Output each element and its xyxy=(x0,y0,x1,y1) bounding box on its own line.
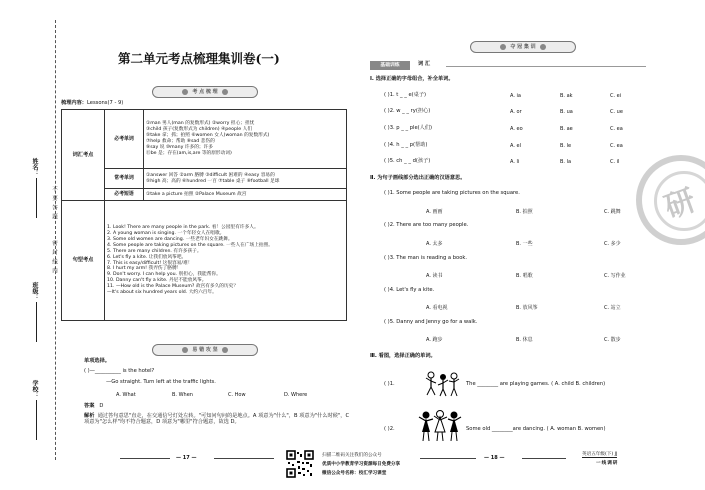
part3-q1-paren: ( )1. xyxy=(384,381,395,387)
part2-q1: ( )1. Some people are taking pictures on the square. xyxy=(384,190,520,196)
name-underline xyxy=(36,178,37,218)
option-a: A. el xyxy=(510,143,521,149)
common-words-cell xyxy=(144,169,347,189)
sentence-line: —It's about six hundred years old. 大约六百年。 xyxy=(107,289,217,295)
section-banner-review xyxy=(152,86,258,98)
name-label: 姓名： xyxy=(31,158,38,176)
banner-dot-icon xyxy=(540,44,546,50)
option-a: A. 画画 xyxy=(426,209,443,215)
footer-line-2: 优质中小学教育学习资源每日免费分享 xyxy=(322,462,401,467)
school-label: 学校： xyxy=(31,380,38,398)
section-banner-training xyxy=(470,41,576,53)
range-value: Lessons(7 - 9) xyxy=(86,100,124,106)
page-number-rule xyxy=(120,458,170,459)
page-title: 第二单元考点梳理集训卷(一) xyxy=(118,51,280,66)
part1-heading: Ⅰ. 选择正确的字母组合，补全单词。 xyxy=(370,76,454,82)
option-c: C. ue xyxy=(610,109,623,115)
option-b: B. When xyxy=(172,392,193,398)
corner-brand-label: 一线调研 xyxy=(596,461,619,466)
part1-q3: ( )3. p _ _ ple(人们) xyxy=(384,125,433,131)
option-c: C. ea xyxy=(610,143,623,149)
women-dancing-illustration xyxy=(418,408,462,444)
part2-q4: ( )4. Let's fly a kite. xyxy=(384,287,435,293)
sub-banner-rule xyxy=(446,66,646,67)
option-a: A. 读书 xyxy=(426,273,443,279)
option-c: C. 站立 xyxy=(604,305,621,311)
common-words-label: 常考单词 xyxy=(105,169,144,189)
part2-q5: ( )5. Danny and Jenny go for a walk. xyxy=(384,319,478,325)
banner-dot-icon xyxy=(222,89,228,95)
phrases-label: 必考短语 xyxy=(105,189,144,201)
footer-line-1: 扫描二维码关注我们的公众号 xyxy=(322,453,382,458)
vocab-line: ③child 孩子(复数形式为 children) ④people 人们 xyxy=(146,127,253,133)
part2-q2: ( )2. There are too many people. xyxy=(384,222,469,228)
sub-banner-vocab: 词 汇 xyxy=(418,61,431,67)
sentence-line: 10. Danny can't fly a kite. 丹尼不能放风筝。 xyxy=(107,278,207,284)
banner-dot-icon xyxy=(182,89,188,95)
review-range xyxy=(61,101,123,107)
option-b: B. ak xyxy=(560,93,573,99)
part1-q5: ( )5. ch _ _ d(孩子) xyxy=(384,158,431,164)
question-stem xyxy=(84,369,154,375)
analysis-label: 解析 xyxy=(84,413,95,419)
banner-text: 易 错 攻 坚 xyxy=(192,347,218,353)
banner-dot-icon xyxy=(182,347,188,353)
class-underline xyxy=(36,302,37,342)
option-b: B. 一些 xyxy=(516,241,533,247)
option-c: C. 多少 xyxy=(604,241,621,247)
part3-heading: Ⅲ. 看图，选择正确的单词。 xyxy=(370,353,436,359)
watermark-glyph: 研 xyxy=(660,182,701,226)
banner-text: 夺 冠 集 训 xyxy=(510,44,536,50)
sentence-line: 1. Look! There are many people in the park. 看！公园里有许多人。 xyxy=(107,225,259,231)
question-text: is the hotel? xyxy=(120,368,155,374)
part3-q2-paren: ( )2. xyxy=(384,426,395,432)
option-a: A. 看电视 xyxy=(426,305,448,311)
vocab-line: ⑤take 拿；抓；拍照 ⑥women 女人(woman 的复数形式) xyxy=(146,133,270,139)
must-words-cell xyxy=(144,110,347,169)
range-label: 梳理内容： xyxy=(61,100,87,106)
analysis-block xyxy=(84,414,350,426)
option-c: C. il xyxy=(610,159,620,165)
footer-line-3: 微信公众号名称：校汇学习课堂 xyxy=(322,471,387,476)
vocab-line: ①answer 回答 ②arm 胳膊 ③difficult 困难的 ④easy 容易的 xyxy=(146,172,275,178)
part2-q3: ( )3. The man is reading a book. xyxy=(384,255,468,261)
option-c: C. 跳舞 xyxy=(604,209,621,215)
option-c: C. ea xyxy=(610,126,623,132)
banner-dot-icon xyxy=(222,347,228,353)
part1-q4: ( )4. h _ _ p(帮助) xyxy=(384,142,428,148)
vocab-line: ①man 男人(man 的复数形式) ②worry 担心；担忧 xyxy=(146,121,255,127)
option-b: B. la xyxy=(560,159,572,165)
page-number-rule xyxy=(214,458,274,459)
sentences-cell xyxy=(105,201,347,321)
answer-paren: ( )— xyxy=(84,368,95,374)
sub-banner-basic: 基础训练 xyxy=(370,61,410,70)
sentence-line: 9. Don't worry. I can help you. 别担心，我能帮你。 xyxy=(107,272,221,278)
option-a: A. li xyxy=(510,159,520,165)
option-a: A. What xyxy=(116,392,136,398)
sentence-line: 6. Let's fly a kite. 让我们放风筝吧。 xyxy=(107,254,187,260)
school-underline xyxy=(36,400,37,440)
watermark-stamp-icon xyxy=(636,155,705,245)
sentence-line: 8. I hurt my arm! 我弄伤了胳膊！ xyxy=(107,266,182,272)
option-a: A. 太多 xyxy=(426,241,443,247)
analysis-text: 通过答句意思"直走，在交通信号灯处左转。"可知问句问的是地点。A 项意为"什么"，B 项意为"什么时候"，C 项意为"怎么样"均不符合题意，D 项意为"哪里"符合题意，故选 D。 xyxy=(84,413,350,425)
section-banner-errors xyxy=(152,344,258,356)
banner-text: 考 点 梳 理 xyxy=(192,89,218,95)
option-c: C. 散步 xyxy=(604,337,621,343)
question-heading: 单项选择。 xyxy=(84,358,110,364)
key-points-table xyxy=(61,109,347,321)
page-number-left: — 17 — xyxy=(176,455,197,461)
answer-value: D xyxy=(99,403,104,409)
vocab-line: ⑤high 高；高的 ⑥hundred 一百 ⑦table 桌子 ⑧football 足球 xyxy=(146,178,280,184)
part3-q1-text: The ________ are playing games. ( A. child B. children) xyxy=(466,381,606,387)
answer-label: 答案 xyxy=(84,403,95,409)
option-a: A. or xyxy=(510,109,522,115)
sentence-label: 句型考点 xyxy=(62,201,105,321)
sentence-line: 2. A young woman is singing. 一个年轻女人在唱歌。 xyxy=(107,231,225,237)
children-playing-illustration xyxy=(424,369,460,399)
part1-q2: ( )2. w _ _ ry(担心) xyxy=(384,108,431,114)
part1-q1: ( )1. t _ _ e(桌子) xyxy=(384,92,427,98)
answer-blank: __________ xyxy=(94,368,121,374)
answer-row xyxy=(84,404,103,410)
option-a: A. 跑步 xyxy=(426,337,443,343)
option-b: B. 放风筝 xyxy=(516,305,538,311)
sentence-line: 3. Some old women are dancing. 一些老年妇女在跳舞。 xyxy=(107,237,233,242)
vocab-line: ⑨say 说 ⑩many 许多的；许多 xyxy=(146,144,213,150)
option-a: A. eo xyxy=(510,126,523,132)
option-b: B. 拍照 xyxy=(516,209,533,215)
option-c: C. ei xyxy=(610,93,622,99)
option-a: A. ia xyxy=(510,93,521,99)
vocab-label: 词汇考点 xyxy=(62,110,105,201)
option-b: B. le xyxy=(560,143,572,149)
option-c: C. 写作业 xyxy=(604,273,626,279)
vocab-line: ⑪be 是；存在(am,is,are 等的原形动词) xyxy=(146,150,232,156)
page-number-right: — 18 — xyxy=(484,455,505,461)
sentence-line: 4. Some people are taking pictures on the square. 一些人在广场上拍照。 xyxy=(107,242,273,248)
question-line2: —Go straight. Turn left at the traffic lights. xyxy=(106,379,216,385)
must-words-label: 必考单词 xyxy=(105,110,144,169)
option-b: B. 休息 xyxy=(516,337,533,343)
option-b: B. ua xyxy=(560,109,573,115)
page-number-rule xyxy=(420,458,476,459)
banner-dot-icon xyxy=(500,44,506,50)
cut-notice-bottom: 密 封 线 内 xyxy=(51,240,57,275)
option-b: B. 唱歌 xyxy=(516,273,533,279)
option-d: D. Where xyxy=(284,392,308,398)
vocab-line: ⑦help 救命；帮助 ⑧sad 悲伤的 xyxy=(146,139,215,144)
sentence-line: 5. There are many children. 有许多孩子。 xyxy=(107,248,202,254)
part3-q2-text: Some old ________are dancing. ( A. woman B. women) xyxy=(466,426,606,432)
option-c: C. How xyxy=(228,392,246,398)
part2-heading: Ⅱ. 为句子画线部分选出正确的汉语意思。 xyxy=(370,175,466,181)
class-label: 班级： xyxy=(31,282,38,300)
qr-code-icon xyxy=(286,450,314,478)
cut-notice-top: 不 要 答 题 xyxy=(51,186,57,221)
page-number-rule xyxy=(522,458,566,459)
option-b: B. ae xyxy=(560,126,573,132)
phrases-cell: ①take a picture 拍照 ②Palace Museum 故宫 xyxy=(144,189,347,201)
sentence-line: 7. This is easy/difficult! 这很容易/难！ xyxy=(107,260,193,266)
sentence-line: 11. —How old is the Palace Museum? 故宫有多久的历史？ xyxy=(107,284,239,289)
corner-grade-label: 英语五年级(下) JJ xyxy=(582,452,618,457)
